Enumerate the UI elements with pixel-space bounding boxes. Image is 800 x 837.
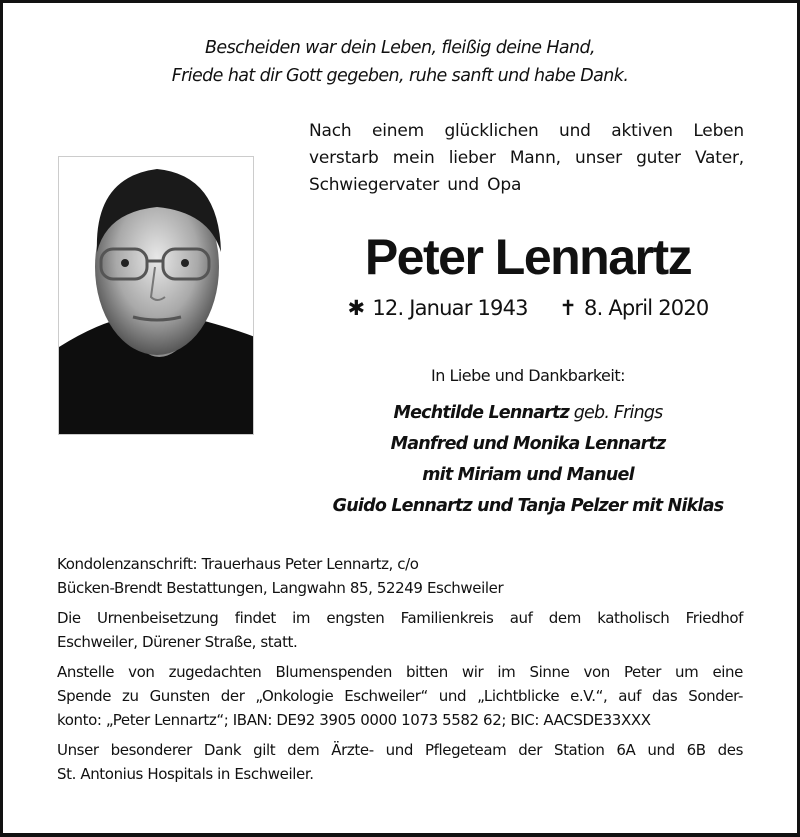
mourners-heading: In Liebe und Dankbarkeit: [431,366,625,385]
burial-notice [57,606,743,654]
death-cross-icon: ✝ [559,296,577,320]
life-dates [320,296,736,320]
mourner-line: mit Miriam und Manuel [422,465,634,485]
deceased-name: Peter Lennartz [364,229,692,285]
notices [57,552,743,792]
birth-star-icon: ✱ [347,296,365,320]
intro-line: Schwiegervater und Opa [309,175,522,195]
notice-line: konto: „Peter Lennartz“; IBAN: DE92 3905 0000 1073 5582 62; BIC: AACSDE33XXX [57,711,651,729]
motto-line-2: Friede hat dir Gott gegeben, ruhe sanft und habe Dank. [171,66,629,86]
donation-notice [57,660,743,732]
mourner-line: Guido Lennartz und Tanja Pelzer mit Niklas [332,496,724,516]
mourners-list [300,398,756,522]
mourner-line: Manfred und Monika Lennartz [390,434,666,454]
mourner-line [300,398,756,429]
mourner-name: Mechtilde Lennartz [393,403,569,423]
notice-line: St. Antonius Hospitals in Eschweiler. [57,765,314,783]
gratitude-notice [57,738,743,786]
notice-line: Eschweiler, Dürener Straße, statt. [57,633,298,651]
condolence-address [57,552,743,600]
intro-text [309,118,744,199]
notice-line: Kondolenzanschrift: Trauerhaus Peter Lennartz, c/o [57,555,419,573]
intro-line: Nach einem glücklichen und aktiven Leben [309,121,744,141]
notice-line: Unser besonderer Dank gilt dem Ärzte- und Pflegeteam der Station 6A und 6B des [57,741,743,759]
notice-line: Spende zu Gunsten der „Onkologie Eschweiler“ und „Lichtblicke e.V.“, auf das Sonder- [57,687,743,705]
motto-line-1: Bescheiden war dein Leben, fleißig deine Hand, [205,38,595,58]
birth-date: 12. Januar 1943 [372,296,528,320]
death-date: 8. April 2020 [584,296,709,320]
intro-line: verstarb mein lieber Mann, unser guter Vater, [309,148,744,168]
portrait-photo [58,156,254,435]
notice-line: Die Urnenbeisetzung findet im engsten Familienkreis auf dem katholisch Friedhof [57,609,743,627]
notice-line: Bücken-Brendt Bestattungen, Langwahn 85, 52249 Eschweiler [57,579,504,597]
notice-line: Anstelle von zugedachten Blumenspenden bitten wir im Sinne von Peter um eine [57,663,743,681]
portrait-icon [59,157,254,435]
mourner-maiden-name: geb. Frings [568,403,663,423]
